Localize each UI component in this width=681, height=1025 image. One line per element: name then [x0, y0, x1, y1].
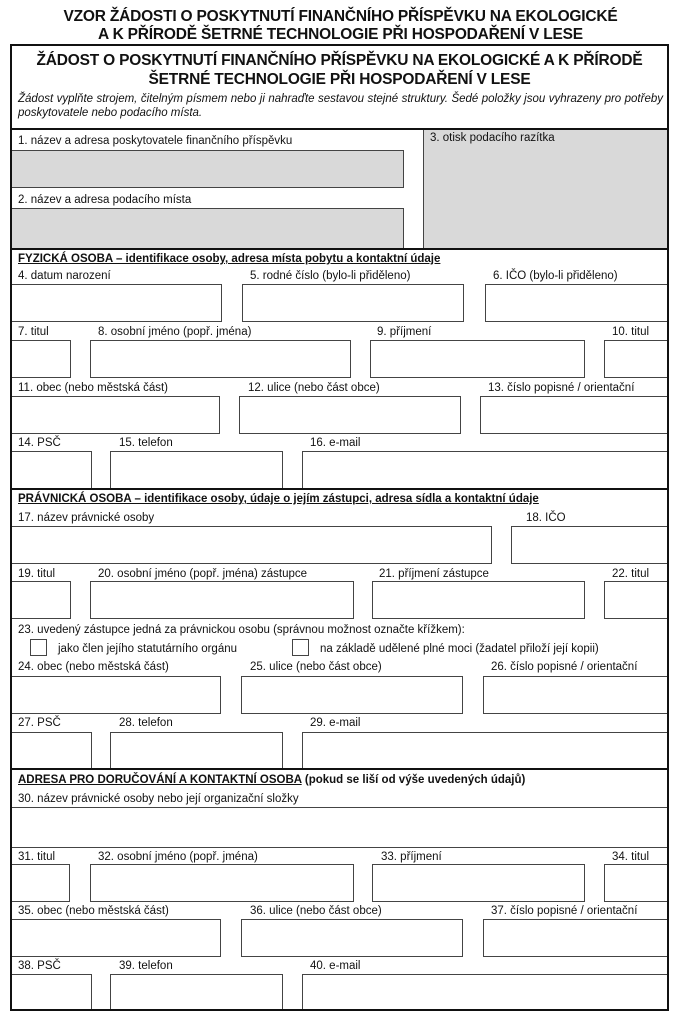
field-3-stamp-area[interactable] — [423, 130, 667, 248]
page-title-line2: A K PŘÍRODĚ ŠETRNÉ TECHNOLOGIE PŘI HOSPODAŘENÍ V LESE — [98, 26, 583, 43]
field-35-municipality-input[interactable] — [12, 919, 221, 957]
field-34-label: 34. titul — [612, 851, 650, 863]
section-heading-text: FYZICKÁ OSOBA – identifikace osoby, adresa místa pobytu a kontaktní údaje — [18, 253, 441, 265]
field-40-email-input[interactable] — [302, 974, 667, 1009]
field-31-title-input[interactable] — [12, 864, 70, 902]
field-38-label: 38. PSČ — [18, 960, 61, 972]
field-37-label: 37. číslo popisné / orientační — [491, 905, 638, 917]
field-13-house-number-input[interactable] — [480, 396, 667, 434]
field-12-street-input[interactable] — [239, 396, 461, 434]
divider — [12, 248, 667, 250]
field-3-label: 3. otisk podacího razítka — [430, 132, 555, 144]
field-33-label: 33. příjmení — [381, 851, 442, 863]
field-1-label: 1. název a adresa poskytovatele finančního příspěvku — [18, 135, 293, 147]
field-25-label: 25. ulice (nebo část obce) — [250, 661, 382, 673]
field-20-label: 20. osobní jméno (popř. jména) zástupce — [98, 568, 308, 580]
field-35-label: 35. obec (nebo městská část) — [18, 905, 169, 917]
section-heading-note: (pokud se liší od výše uvedených údajů) — [301, 774, 526, 786]
field-2-label: 2. název a adresa podacího místa — [18, 194, 192, 206]
application-form — [10, 44, 669, 1011]
field-6-label: 6. IČO (bylo-li přiděleno) — [493, 270, 618, 282]
field-11-label: 11. obec (nebo městská část) — [18, 382, 168, 394]
page-title-line1: VZOR ŽÁDOSTI O POSKYTNUTÍ FINANČNÍHO PŘÍSPĚVKU NA EKOLOGICKÉ — [63, 8, 618, 25]
field-11-municipality-input[interactable] — [12, 396, 220, 434]
divider — [12, 768, 667, 770]
form-title-line2: ŠETRNÉ TECHNOLOGIE PŘI HOSPODAŘENÍ V LESE — [148, 71, 531, 88]
field-28-label: 28. telefon — [119, 717, 173, 729]
field-24-label: 24. obec (nebo městská část) — [18, 661, 169, 673]
field-13-label: 13. číslo popisné / orientační — [488, 382, 635, 394]
field-29-email-input[interactable] — [302, 732, 667, 768]
field-22-label: 22. titul — [612, 568, 650, 580]
field-26-house-number-input[interactable] — [483, 676, 667, 714]
field-19-title-input[interactable] — [12, 581, 71, 619]
field-31-label: 31. titul — [18, 851, 56, 863]
field-38-postcode-input[interactable] — [12, 974, 92, 1009]
field-10-label: 10. titul — [612, 326, 650, 338]
field-27-label: 27. PSČ — [18, 717, 61, 729]
field-16-label: 16. e-mail — [310, 437, 361, 449]
option-statutory-body-label: jako člen jejího statutárního orgánu — [58, 643, 238, 655]
field-23-label: 23. uvedený zástupce jedná za právnickou osobu (správnou možnost označte křížkem): — [18, 624, 465, 636]
field-25-street-input[interactable] — [241, 676, 463, 714]
field-32-label: 32. osobní jméno (popř. jména) — [98, 851, 258, 863]
field-36-label: 36. ulice (nebo část obce) — [250, 905, 382, 917]
field-4-label: 4. datum narození — [18, 270, 111, 282]
section-heading-text: ADRESA PRO DORUČOVÁNÍ A KONTAKTNÍ OSOBA — [18, 774, 302, 786]
field-37-house-number-input[interactable] — [483, 919, 667, 957]
divider — [12, 488, 667, 490]
field-40-label: 40. e-mail — [310, 960, 361, 972]
field-9-label: 9. příjmení — [377, 326, 432, 338]
field-30-label: 30. název právnické osoby nebo její organizační složky — [18, 793, 299, 805]
field-14-postcode-input[interactable] — [12, 451, 92, 488]
field-15-phone-input[interactable] — [110, 451, 283, 488]
form-title-line1: ŽÁDOST O POSKYTNUTÍ FINANČNÍHO PŘÍSPĚVKU NA EKOLOGICKÉ A K PŘÍRODĚ — [36, 52, 643, 69]
field-24-municipality-input[interactable] — [12, 676, 221, 714]
section-delivery-heading — [18, 773, 525, 787]
field-21-label: 21. příjmení zástupce — [379, 568, 489, 580]
field-36-street-input[interactable] — [241, 919, 463, 957]
checkbox-statutory-body[interactable] — [30, 639, 47, 656]
field-20-rep-first-name-input[interactable] — [90, 581, 354, 619]
field-28-phone-input[interactable] — [110, 732, 283, 768]
field-27-postcode-input[interactable] — [12, 732, 92, 768]
field-10-title-input[interactable] — [604, 340, 667, 378]
checkbox-power-of-attorney[interactable] — [292, 639, 309, 656]
field-18-ico-input[interactable] — [511, 526, 667, 564]
field-17-label: 17. název právnické osoby — [18, 512, 155, 524]
field-1-provider-input[interactable] — [12, 150, 404, 188]
field-22-title-input[interactable] — [604, 581, 667, 619]
field-32-first-name-input[interactable] — [90, 864, 354, 902]
field-7-title-input[interactable] — [12, 340, 71, 378]
field-26-label: 26. číslo popisné / orientační — [491, 661, 638, 673]
form-instructions: Žádost vyplňte strojem, čitelným písmem nebo ji nahraďte sestavou stejné struktury. Šedé položky jsou vyhrazeny pro potřeby poskytovatele nebo podacího místa. — [18, 93, 663, 119]
page-title — [0, 8, 681, 44]
field-2-filing-office-input[interactable] — [12, 208, 404, 248]
field-8-label: 8. osobní jméno (popř. jména) — [98, 326, 252, 338]
field-8-first-name-input[interactable] — [90, 340, 351, 378]
field-18-label: 18. IČO — [526, 512, 566, 524]
field-14-label: 14. PSČ — [18, 437, 61, 449]
section-legal-person-heading — [18, 492, 539, 506]
field-5-birth-number-input[interactable] — [242, 284, 464, 322]
field-19-label: 19. titul — [18, 568, 56, 580]
field-29-label: 29. e-mail — [310, 717, 361, 729]
section-natural-person-heading — [18, 252, 440, 266]
form-title — [12, 51, 667, 89]
field-21-rep-surname-input[interactable] — [372, 581, 585, 619]
field-39-label: 39. telefon — [119, 960, 173, 972]
field-17-company-name-input[interactable] — [12, 526, 492, 564]
section-heading-text: PRÁVNICKÁ OSOBA – identifikace osoby, údaje o jejím zástupci, adresa sídla a kontaktní údaje — [18, 493, 539, 505]
field-39-phone-input[interactable] — [110, 974, 283, 1009]
field-9-surname-input[interactable] — [370, 340, 585, 378]
field-6-ico-input[interactable] — [485, 284, 667, 322]
field-15-label: 15. telefon — [119, 437, 173, 449]
field-34-title-input[interactable] — [604, 864, 667, 902]
field-5-label: 5. rodné číslo (bylo-li přiděleno) — [250, 270, 411, 282]
field-33-surname-input[interactable] — [372, 864, 585, 902]
field-30-organization-input[interactable] — [12, 807, 667, 848]
option-power-of-attorney-label: na základě udělené plné moci (žadatel přiloží její kopii) — [320, 643, 599, 655]
field-4-birth-date-input[interactable] — [12, 284, 222, 322]
field-16-email-input[interactable] — [302, 451, 667, 488]
field-12-label: 12. ulice (nebo část obce) — [248, 382, 380, 394]
field-7-label: 7. titul — [18, 326, 49, 338]
